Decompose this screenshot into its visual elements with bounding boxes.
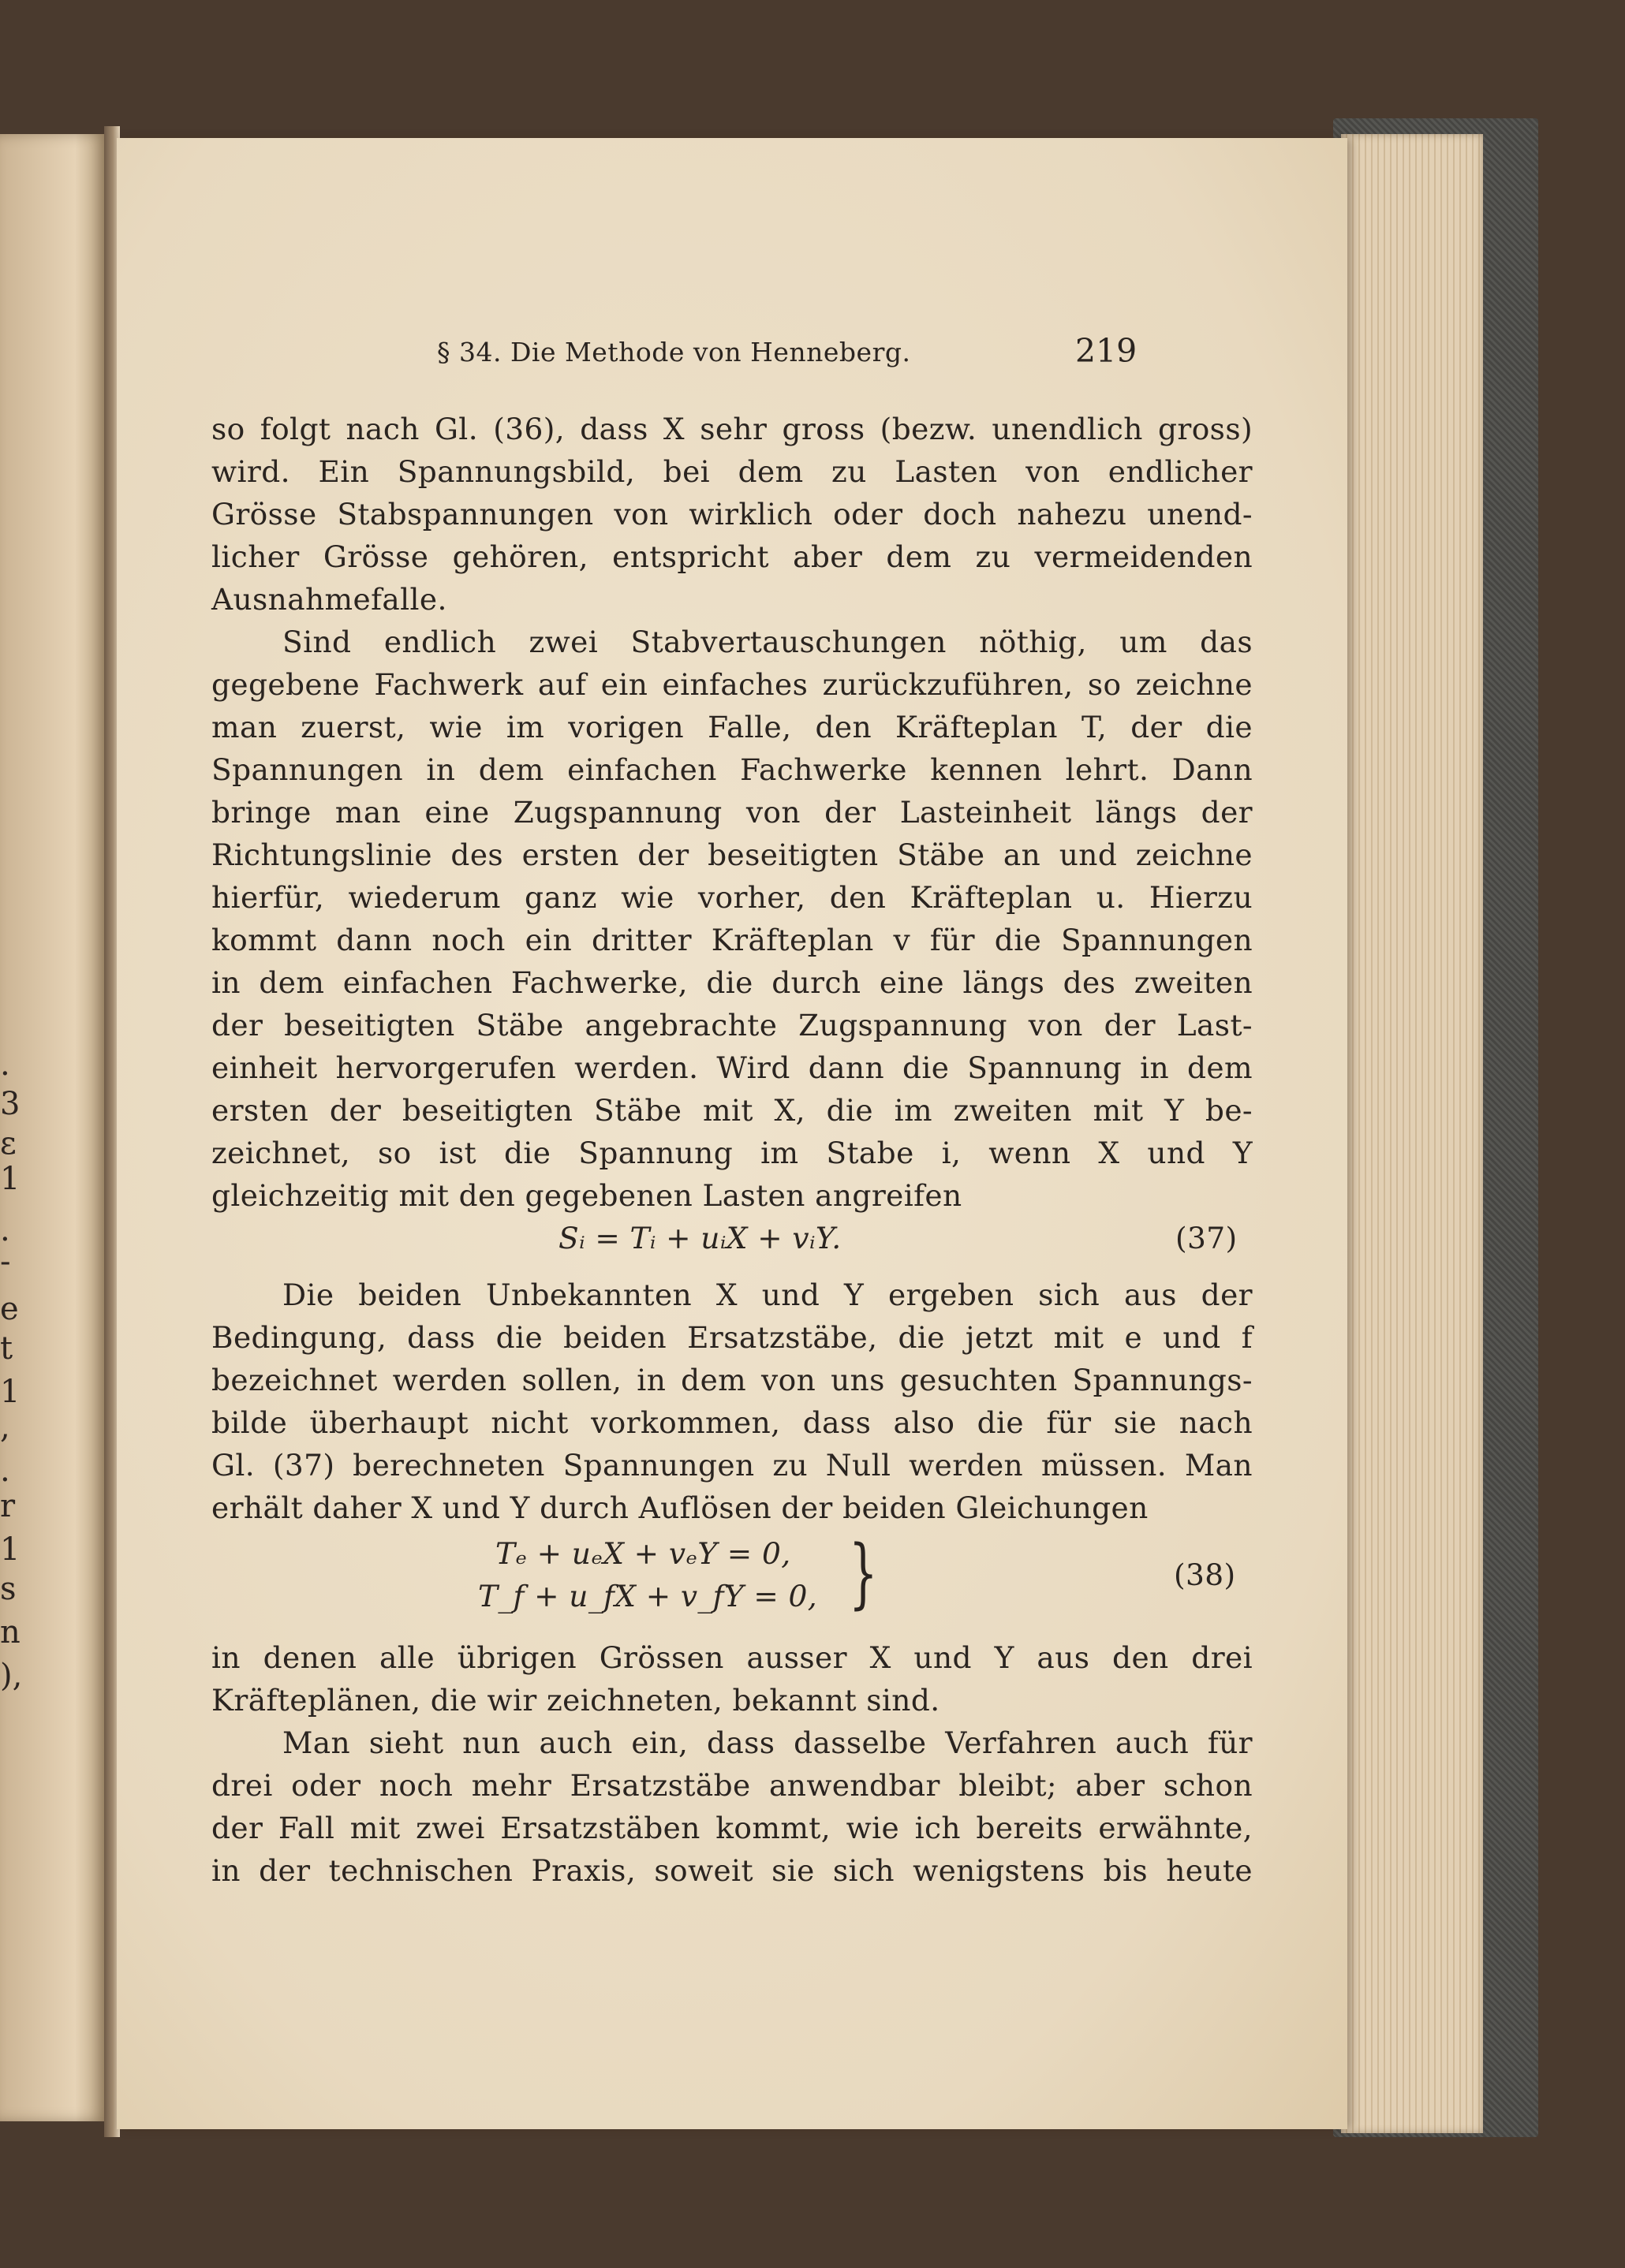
left-page-fragment: r xyxy=(0,1488,16,1524)
left-page-fragment: 1 xyxy=(0,1374,21,1410)
left-page-fragment: s xyxy=(0,1571,17,1607)
previous-page-edge xyxy=(0,134,107,2121)
equation-number-37: (37) xyxy=(1175,1221,1238,1255)
text-line: in der technischen Praxis, soweit sie sich wenigstens bis heute xyxy=(211,1853,1253,1888)
text-line: Man sieht nun auch ein, dass dasselbe Verfahren auch für xyxy=(282,1725,1253,1760)
left-page-fragment: - xyxy=(0,1244,11,1280)
text-line: der beseitigten Stäbe angebrachte Zugspannung von der Last- xyxy=(211,1008,1253,1043)
text-line: gegebene Fachwerk auf ein einfaches zurückzuführen, so zeichne xyxy=(211,667,1253,702)
equation-38-line-2: T_f + u_fX + v_fY = 0, xyxy=(478,1579,818,1613)
text-line: der Fall mit zwei Ersatzstäben kommt, wie ich bereits erwähnte, xyxy=(211,1811,1253,1845)
equation-number-38: (38) xyxy=(1174,1557,1236,1592)
text-line: Grösse Stabspannungen von wirklich oder doch nahezu unend- xyxy=(211,497,1253,532)
left-page-fragment: 1 xyxy=(0,1161,21,1197)
text-line: licher Grösse gehören, entspricht aber dem zu vermeidenden xyxy=(211,539,1253,574)
left-page-fragment: ɛ xyxy=(0,1125,17,1162)
text-line: Bedingung, dass die beiden Ersatzstäbe, die jetzt mit e und f xyxy=(211,1320,1253,1355)
book-page xyxy=(117,138,1347,2129)
page-edges xyxy=(1341,134,1483,2133)
running-header: § 34. Die Methode von Henneberg. xyxy=(437,337,911,367)
equation-brace: } xyxy=(849,1529,878,1617)
text-line: einheit hervorgerufen werden. Wird dann die Spannung in dem xyxy=(211,1050,1253,1085)
text-line: bezeichnet werden sollen, in dem von uns gesuchten Spannungs- xyxy=(211,1363,1253,1397)
text-line: drei oder noch mehr Ersatzstäbe anwendbar bleibt; aber schon xyxy=(211,1768,1253,1803)
left-page-fragment: e xyxy=(0,1291,19,1327)
text-line: Richtungslinie des ersten der beseitigten Stäbe an und zeichne xyxy=(211,837,1253,872)
left-page-fragment: . xyxy=(0,1046,10,1083)
text-line: wird. Ein Spannungsbild, bei dem zu Lasten von endlicher xyxy=(211,454,1253,489)
text-line: gleichzeitig mit den gegebenen Lasten angreifen xyxy=(211,1178,962,1213)
left-page-fragment: . xyxy=(0,1212,10,1248)
text-line: zeichnet, so ist die Spannung im Stabe i, wenn X und Y xyxy=(211,1136,1253,1170)
left-page-fragment: . xyxy=(0,1453,10,1489)
left-page-fragment: 1 xyxy=(0,1531,21,1568)
left-page-fragment: , xyxy=(0,1409,10,1445)
text-line: in dem einfachen Fachwerke, die durch eine längs des zweiten xyxy=(211,965,1253,1000)
text-line: kommt dann noch ein dritter Kräfteplan v für die Spannungen xyxy=(211,923,1253,957)
text-line: bringe man eine Zugspannung von der Lasteinheit längs der xyxy=(211,795,1253,830)
text-line: man zuerst, wie im vorigen Falle, den Kräfteplan T, der die xyxy=(211,710,1253,744)
text-line: Sind endlich zwei Stabvertauschungen nöthig, um das xyxy=(282,625,1253,659)
text-line: Spannungen in dem einfachen Fachwerke kennen lehrt. Dann xyxy=(211,752,1253,787)
left-page-fragment: 3 xyxy=(0,1086,21,1122)
text-line: bilde überhaupt nicht vorkommen, dass also die für sie nach xyxy=(211,1405,1253,1440)
equation-38-line-1: Tₑ + uₑX + vₑY = 0, xyxy=(495,1536,791,1571)
text-line: ersten der beseitigten Stäbe mit X, die im zweiten mit Y be- xyxy=(211,1093,1253,1128)
text-line: in denen alle übrigen Grössen ausser X und Y aus den drei xyxy=(211,1640,1253,1675)
text-line: Kräfteplänen, die wir zeichneten, bekannt sind. xyxy=(211,1683,940,1718)
text-line: Ausnahmefalle. xyxy=(211,582,447,617)
text-line: erhält daher X und Y durch Auflösen der beiden Gleichungen xyxy=(211,1490,1149,1525)
left-page-fragment: n xyxy=(0,1614,21,1651)
left-page-fragment: ), xyxy=(0,1658,23,1694)
left-page-fragment: t xyxy=(0,1330,13,1367)
page-number: 219 xyxy=(1075,332,1138,370)
equation-37: Sᵢ = Tᵢ + uᵢX + vᵢY. xyxy=(558,1221,842,1255)
text-line: Die beiden Unbekannten X und Y ergeben sich aus der xyxy=(282,1278,1253,1312)
text-line: Gl. (37) berechneten Spannungen zu Null werden müssen. Man xyxy=(211,1448,1253,1483)
text-line: so folgt nach Gl. (36), dass X sehr gross (bezw. unendlich gross) xyxy=(211,412,1253,446)
text-line: hierfür, wiederum ganz wie vorher, den Kräfteplan u. Hierzu xyxy=(211,880,1253,915)
